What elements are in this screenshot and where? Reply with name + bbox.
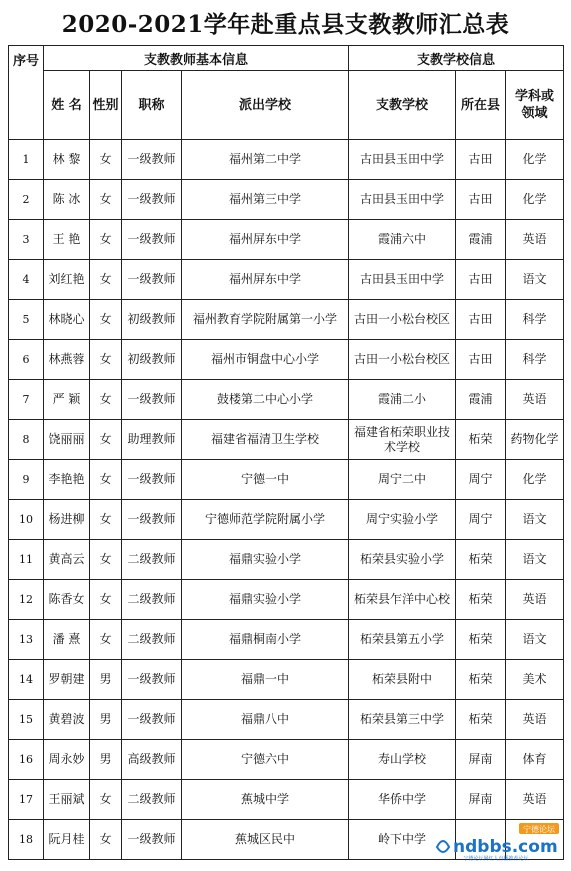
cell-from-school: 福鼎八中 [182,700,349,740]
cell-subject: 语文 [506,620,564,660]
cell-gender: 女 [90,340,122,380]
cell-name: 阮月桂 [44,820,90,860]
cell-subject: 英语 [506,580,564,620]
cell-to-school: 古田一小松台校区 [349,340,456,380]
cell-rank: 助理教师 [122,420,182,460]
cell-subject: 科学 [506,340,564,380]
cell-subject: 语文 [506,260,564,300]
cell-subject: 体育 [506,740,564,780]
cell-gender: 女 [90,220,122,260]
cell-gender: 男 [90,660,122,700]
header-to-school: 支教学校 [349,71,456,140]
cell-county: 周宁 [456,500,506,540]
row-number: 6 [9,340,44,380]
cell-from-school: 蕉城区民中 [182,820,349,860]
header-from-school: 派出学校 [182,71,349,140]
cell-county: 屏南 [456,740,506,780]
cell-county: 周宁 [456,460,506,500]
cell-name: 林 黎 [44,140,90,180]
cell-rank: 一级教师 [122,660,182,700]
cell-from-school: 宁德六中 [182,740,349,780]
cell-to-school: 古田县玉田中学 [349,140,456,180]
table-row [9,380,564,420]
row-number: 1 [9,140,44,180]
table-row [9,500,564,540]
table-row [9,540,564,580]
cell-gender: 女 [90,620,122,660]
cell-name: 林燕蓉 [44,340,90,380]
cell-subject: 化学 [506,460,564,500]
row-number: 9 [9,460,44,500]
table-row [9,340,564,380]
cell-name: 周永妙 [44,740,90,780]
cell-from-school: 宁德师范学院附属小学 [182,500,349,540]
row-number: 3 [9,220,44,260]
row-number: 16 [9,740,44,780]
cell-from-school: 福鼎实验小学 [182,580,349,620]
watermark-subtitle: 宁德论坛网红人直播推荐论坛 [463,856,529,861]
row-number: 12 [9,580,44,620]
cell-name: 黄高云 [44,540,90,580]
cell-subject: 英语 [506,700,564,740]
cell-subject: 语文 [506,500,564,540]
cell-from-school: 宁德一中 [182,460,349,500]
table-row [9,620,564,660]
cell-rank: 二级教师 [122,620,182,660]
header-group-school: 支教学校信息 [349,46,564,71]
cell-to-school: 华侨中学 [349,780,456,820]
cell-to-school: 岭下中学 [349,820,456,860]
cell-county: 柘荣 [456,620,506,660]
table-row [9,660,564,700]
header-gender: 性别 [90,71,122,140]
row-number: 15 [9,700,44,740]
cell-rank: 一级教师 [122,260,182,300]
row-number: 18 [9,820,44,860]
page-title: 2020-2021学年赴重点县支教教师汇总表 [61,11,510,38]
cell-rank: 一级教师 [122,180,182,220]
cell-gender: 女 [90,820,122,860]
cell-county: 古田 [456,340,506,380]
cell-subject: 化学 [506,180,564,220]
cell-gender: 女 [90,180,122,220]
cell-gender: 男 [90,700,122,740]
row-number: 2 [9,180,44,220]
cell-rank: 二级教师 [122,780,182,820]
cell-subject: 英语 [506,780,564,820]
site-watermark [431,823,561,861]
cell-name: 刘红艳 [44,260,90,300]
cell-gender: 女 [90,420,122,460]
watermark-tag-text: 宁德论坛 [523,825,555,834]
cell-county: 柘荣 [456,660,506,700]
cell-gender: 男 [90,740,122,780]
cell-from-school: 福州教育学院附属第一小学 [182,300,349,340]
cell-rank: 高级教师 [122,740,182,780]
cell-county: 霞浦 [456,380,506,420]
cell-rank: 初级教师 [122,340,182,380]
table-row [9,420,564,460]
table-row [9,700,564,740]
cell-name: 饶丽丽 [44,420,90,460]
cell-gender: 女 [90,500,122,540]
cell-gender: 女 [90,260,122,300]
cell-from-school: 福州第二中学 [182,140,349,180]
cell-name: 潘 熹 [44,620,90,660]
cell-county: 柘荣 [456,420,506,460]
cell-subject: 化学 [506,140,564,180]
cell-subject: 英语 [506,380,564,420]
cell-subject: 药物化学 [506,420,564,460]
cell-gender: 女 [90,780,122,820]
cell-to-school: 霞浦六中 [349,220,456,260]
cell-from-school: 福建省福清卫生学校 [182,420,349,460]
cell-county: 柘荣 [456,580,506,620]
row-number: 14 [9,660,44,700]
cell-name: 陈 冰 [44,180,90,220]
row-number: 11 [9,540,44,580]
cell-to-school: 古田县玉田中学 [349,260,456,300]
header-rank: 职称 [122,71,182,140]
cell-subject: 美术 [506,660,564,700]
cell-rank: 一级教师 [122,820,182,860]
teacher-summary-table [8,45,564,860]
table-row [9,180,564,220]
cell-gender: 女 [90,540,122,580]
cell-subject: 英语 [506,220,564,260]
cell-to-school: 寿山学校 [349,740,456,780]
table-row [9,740,564,780]
cell-gender: 女 [90,580,122,620]
cell-from-school: 鼓楼第二中心小学 [182,380,349,420]
row-number: 13 [9,620,44,660]
cell-name: 严 颖 [44,380,90,420]
cell-county: 古田 [456,140,506,180]
table-row [9,300,564,340]
cell-rank: 一级教师 [122,460,182,500]
cell-name: 杨进柳 [44,500,90,540]
cell-from-school: 蕉城中学 [182,780,349,820]
cell-name: 林晓心 [44,300,90,340]
cell-rank: 一级教师 [122,700,182,740]
cell-rank: 初级教师 [122,300,182,340]
table-row [9,220,564,260]
cell-to-school: 福建省柘荣职业技术学校 [349,420,456,460]
cell-from-school: 福州屏东中学 [182,260,349,300]
cell-rank: 一级教师 [122,380,182,420]
watermark-mark-icon [437,841,449,852]
cell-to-school: 柘荣县乍洋中心校 [349,580,456,620]
cell-rank: 二级教师 [122,540,182,580]
watermark-logo-text: ndbbs.com [453,837,558,857]
cell-to-school: 柘荣县第五小学 [349,620,456,660]
header-seq: 序号 [9,46,44,140]
cell-to-school: 霞浦二小 [349,380,456,420]
cell-from-school: 福州市铜盘中心小学 [182,340,349,380]
table-row [9,780,564,820]
row-number: 7 [9,380,44,420]
row-number: 4 [9,260,44,300]
cell-subject: 语文 [506,540,564,580]
cell-from-school: 福鼎桐南小学 [182,620,349,660]
header-group-basic: 支教教师基本信息 [44,46,349,71]
table-row [9,460,564,500]
cell-rank: 一级教师 [122,220,182,260]
header-county: 所在县 [456,71,506,140]
cell-county: 屏南 [456,780,506,820]
table-row [9,260,564,300]
cell-to-school: 古田一小松台校区 [349,300,456,340]
cell-name: 王 艳 [44,220,90,260]
cell-name: 李艳艳 [44,460,90,500]
cell-county: 霞浦 [456,220,506,260]
row-number: 17 [9,780,44,820]
row-number: 8 [9,420,44,460]
cell-subject: 科学 [506,300,564,340]
row-number: 5 [9,300,44,340]
cell-name: 王丽斌 [44,780,90,820]
cell-from-school: 福鼎一中 [182,660,349,700]
cell-to-school: 周宁二中 [349,460,456,500]
cell-from-school: 福州第三中学 [182,180,349,220]
cell-to-school: 柘荣县附中 [349,660,456,700]
table-row [9,140,564,180]
table-row [9,580,564,620]
row-number: 10 [9,500,44,540]
cell-rank: 二级教师 [122,580,182,620]
cell-county: 柘荣 [456,700,506,740]
header-subject: 学科或领域 [506,71,564,140]
cell-from-school: 福州屏东中学 [182,220,349,260]
cell-to-school: 柘荣县实验小学 [349,540,456,580]
cell-county: 古田 [456,300,506,340]
cell-to-school: 柘荣县第三中学 [349,700,456,740]
cell-gender: 女 [90,460,122,500]
header-name: 姓 名 [44,71,90,140]
cell-name: 陈香女 [44,580,90,620]
cell-from-school: 福鼎实验小学 [182,540,349,580]
cell-county: 古田 [456,260,506,300]
ndbbs-logo [431,823,561,861]
cell-name: 黄碧波 [44,700,90,740]
cell-county: 古田 [456,180,506,220]
cell-to-school: 古田县玉田中学 [349,180,456,220]
cell-to-school: 周宁实验小学 [349,500,456,540]
cell-rank: 一级教师 [122,500,182,540]
cell-rank: 一级教师 [122,140,182,180]
cell-gender: 女 [90,140,122,180]
cell-gender: 女 [90,300,122,340]
cell-county: 柘荣 [456,540,506,580]
cell-gender: 女 [90,380,122,420]
cell-name: 罗朝建 [44,660,90,700]
